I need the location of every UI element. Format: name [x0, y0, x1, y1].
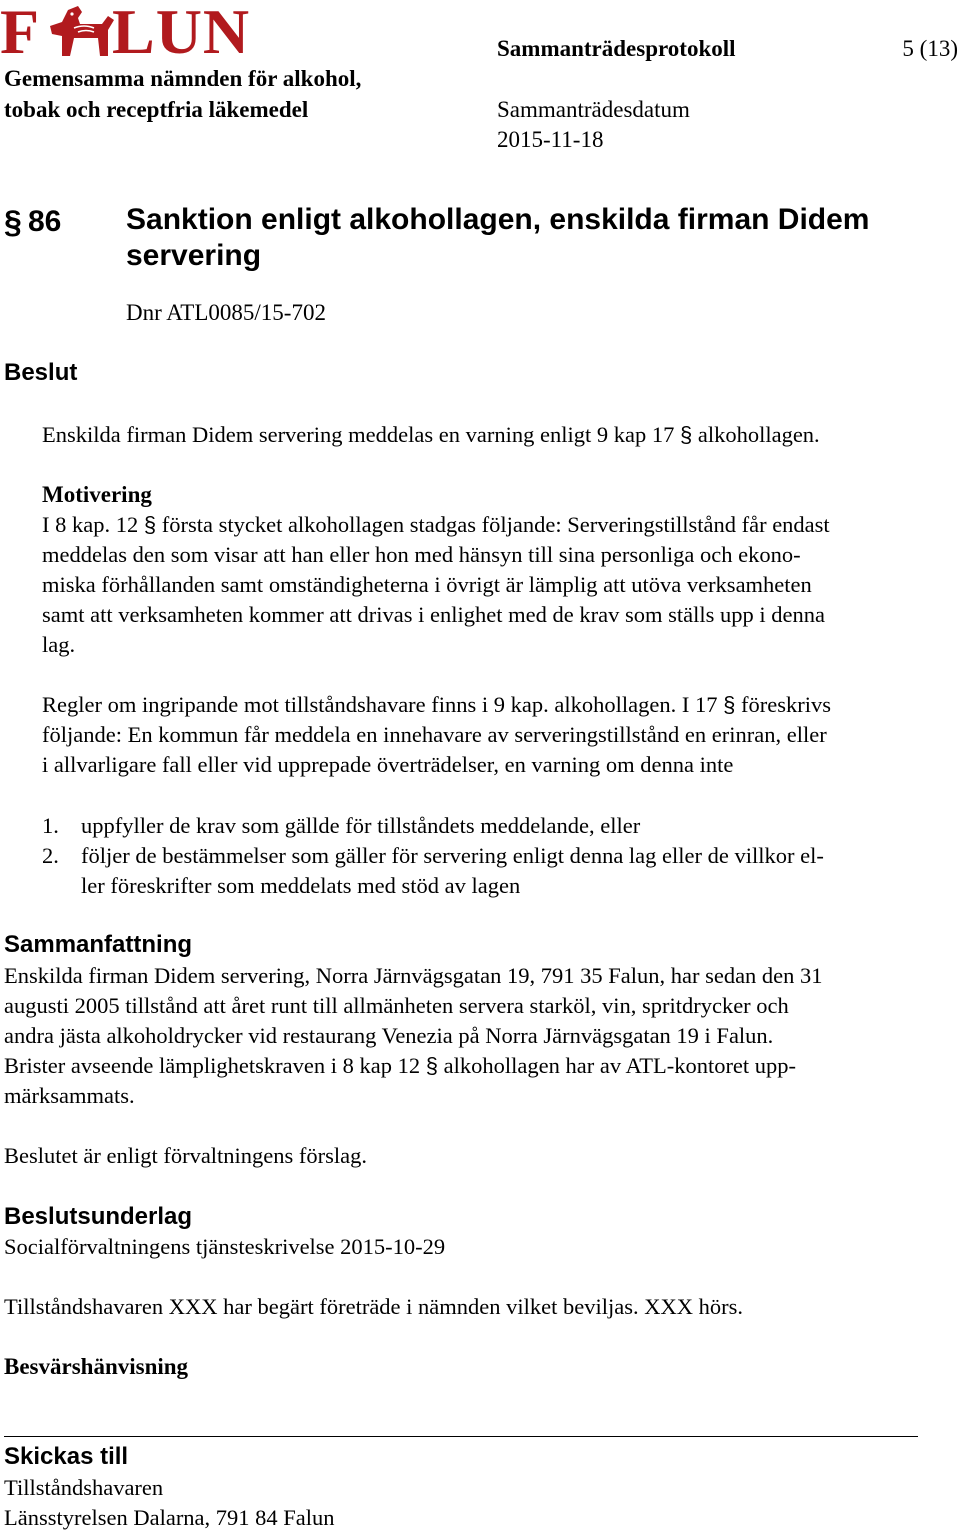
- beslutsunderlag-line-2: Tillståndshavaren XXX har begärt företräde i nämnden vilket beviljas. XXX hörs.: [4, 1294, 743, 1319]
- beslut-heading: Beslut: [4, 359, 78, 386]
- recipient: Tillståndshavaren: [4, 1475, 164, 1500]
- sammanfattning-conclusion: Beslutet är enligt förvaltningens förslag.: [4, 1143, 368, 1168]
- motivering-heading: Motivering: [42, 482, 152, 507]
- motivering-p1-line-3: miska förhållanden samt omständigheterna i övrigt är lämplig att utöva verksamheten: [42, 572, 812, 597]
- document-type: Sammanträdesprotokoll: [497, 36, 736, 61]
- meeting-date-label: Sammanträdesdatum: [497, 97, 690, 122]
- beslut-text-b: alkohollagen.: [697, 422, 820, 447]
- list-item-number: 1.: [42, 813, 59, 838]
- motivering-p1-line-1a: I 8 kap. 12: [42, 512, 139, 537]
- section-title-line-1: Sanktion enligt alkohollagen, enskilda firman Didem: [126, 203, 870, 236]
- sammanfattning-line-1: Enskilda firman Didem servering, Norra Järnvägsgatan 19, 791 35 Falun, har sedan den 31: [4, 963, 823, 988]
- paragraph-symbol: §: [679, 422, 693, 447]
- diary-number: Dnr ATL0085/15-702: [126, 300, 326, 325]
- sammanfattning-line-5: märksammats.: [4, 1083, 135, 1108]
- beslutsunderlag-line-1: Socialförvaltningens tjänsteskrivelse 2015-10-29: [4, 1234, 446, 1259]
- motivering-p2-line-1: [42, 690, 831, 720]
- sammanfattning-line-2: augusti 2005 tillstånd att året runt till allmänheten servera starköl, vin, spritdrycker och: [4, 993, 789, 1018]
- skickas-till-heading: Skickas till: [4, 1443, 129, 1470]
- beslutsunderlag-heading: Beslutsunderlag: [4, 1203, 193, 1230]
- section-number: 86: [28, 205, 62, 238]
- besvarshanvisning-heading: Besvärshänvisning: [4, 1354, 189, 1379]
- sammanfattning-line-3: andra jästa alkoholdrycker vid restaurang Venezia på Norra Järnvägsgatan 19 i Falun.: [4, 1023, 774, 1048]
- sammanfattning-line-4: [4, 1051, 796, 1081]
- motivering-p2-line-1b: föreskrivs: [740, 692, 831, 717]
- motivering-p2-line-1a: Regler om ingripande mot tillståndshavare finns i 9 kap. alkohollagen. I 17: [42, 692, 718, 717]
- list-item-text: ler föreskrifter som meddelats med stöd av lagen: [81, 873, 521, 898]
- logo-text-lun: LUN: [112, 0, 251, 67]
- page-number: 5 (13): [902, 36, 958, 61]
- recipient: Länsstyrelsen Dalarna, 791 84 Falun: [4, 1505, 335, 1530]
- motivering-p2-line-2: följande: En kommun får meddela en innehavare av serveringstillstånd en erinran, eller: [42, 722, 827, 747]
- list-item-number: 2.: [42, 843, 59, 868]
- divider: [4, 1436, 918, 1437]
- org-name-line-1: Gemensamma nämnden för alkohol,: [4, 66, 362, 91]
- paragraph-symbol: §: [143, 512, 157, 537]
- list-item-text: uppfyller de krav som gällde för tillståndets meddelande, eller: [81, 813, 641, 838]
- motivering-p1-line-4: samt att verksamheten kommer att drivas i enlighet med de krav som ställs upp i denna: [42, 602, 825, 627]
- list-item-text: följer de bestämmelser som gäller för servering enligt denna lag eller de villkor el-: [81, 843, 824, 868]
- motivering-p2-line-3: i allvarligare fall eller vid upprepade överträdelser, en varning om denna inte: [42, 752, 734, 777]
- sammanfattning-line-4b: alkohollagen har av ATL-kontoret upp-: [443, 1053, 797, 1078]
- motivering-p1-line-1: [42, 510, 830, 540]
- motivering-p1-line-2: meddelas den som visar att han eller hon med hänsyn till sina personliga och ekono-: [42, 542, 801, 567]
- org-name-line-2: tobak och receptfria läkemedel: [4, 97, 309, 122]
- section-title-line-2: servering: [126, 239, 262, 272]
- beslut-text-a: Enskilda firman Didem servering meddelas en varning enligt 9 kap 17: [42, 422, 675, 447]
- paragraph-symbol: §: [425, 1053, 439, 1078]
- paragraph-symbol: §: [4, 204, 22, 240]
- meeting-date: 2015-11-18: [497, 127, 604, 152]
- sammanfattning-line-4a: Brister avseende lämplighetskraven i 8 kap 12: [4, 1053, 421, 1078]
- motivering-p1-line-1b: första stycket alkohollagen stadgas följande: Serveringstillstånd får endast: [161, 512, 830, 537]
- motivering-p1-line-5: lag.: [42, 632, 76, 657]
- beslut-text: [42, 420, 820, 450]
- logo-text-f: F: [0, 0, 41, 67]
- sammanfattning-heading: Sammanfattning: [4, 931, 193, 958]
- paragraph-symbol: §: [723, 692, 736, 717]
- dala-horse-icon: [44, 4, 116, 60]
